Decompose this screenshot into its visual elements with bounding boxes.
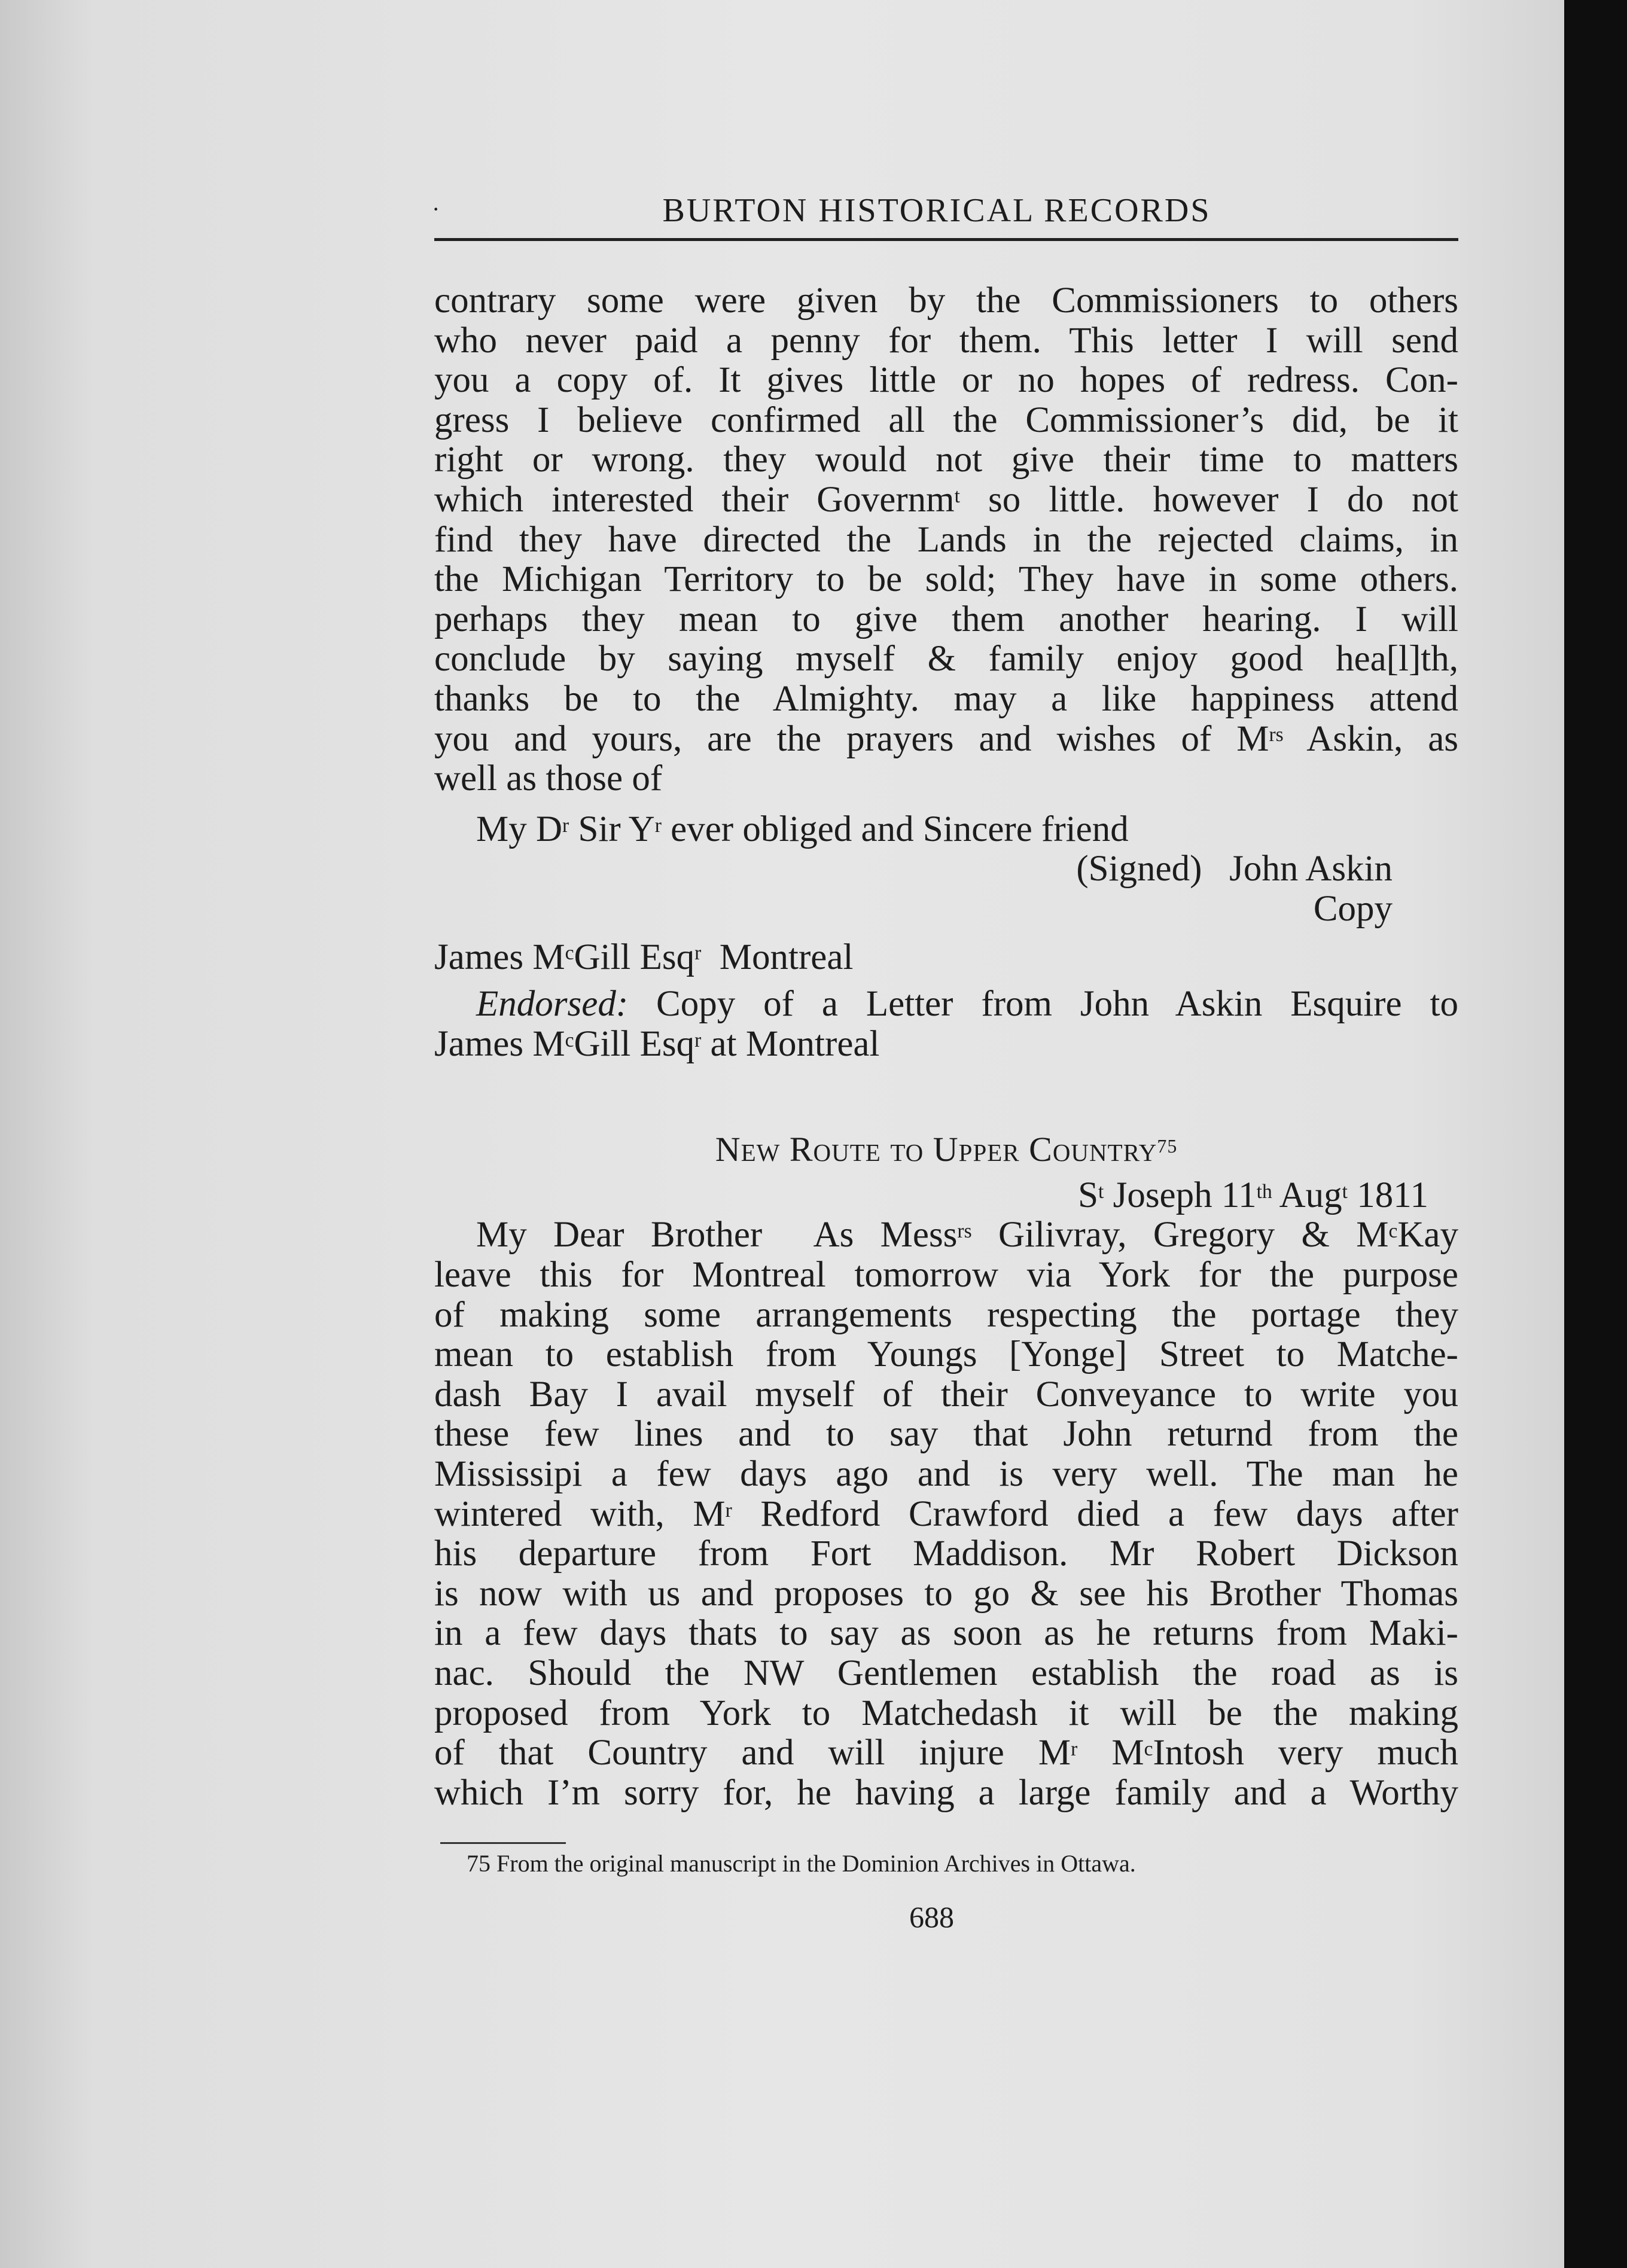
endorsed-label: Endorsed: xyxy=(476,984,629,1025)
superscript: c xyxy=(565,1029,574,1051)
text-line: proposed from York to Matchedash it will be the making xyxy=(434,1693,1458,1733)
text-line: these few lines and to say that John returnd from the xyxy=(434,1414,1458,1455)
endorsement-line xyxy=(434,1025,1458,1065)
text-span: 1811 xyxy=(1348,1175,1428,1215)
text-span: Montreal xyxy=(701,937,854,977)
text-line: is now with us and proposes to go & see his Brother Thomas xyxy=(434,1573,1458,1614)
text-line xyxy=(434,1495,1458,1535)
text-line: right or wrong. they would not give their time to matters xyxy=(434,440,1458,480)
text-line: well as those of xyxy=(434,758,663,799)
superscript: rs xyxy=(957,1220,972,1243)
superscript: r xyxy=(562,814,569,837)
superscript: r xyxy=(654,814,662,837)
addressee-line xyxy=(434,938,1458,978)
text-span: at Montreal xyxy=(701,1023,880,1064)
footnote-rule xyxy=(440,1842,566,1844)
header-title: BURTON HISTORICAL RECORDS xyxy=(662,192,1211,229)
superscript: t xyxy=(1342,1180,1348,1203)
text-span: wintered with, M xyxy=(434,1493,726,1534)
text-span: James M xyxy=(434,937,565,977)
superscript: r xyxy=(694,1029,702,1051)
footnote xyxy=(467,1849,1136,1877)
text-span: Joseph 11 xyxy=(1104,1175,1257,1215)
text-span: Aug xyxy=(1272,1175,1342,1215)
text-span: Sir Y xyxy=(569,809,655,849)
superscript: r xyxy=(694,942,702,965)
copy-note: Copy xyxy=(1313,888,1393,929)
text-span: M xyxy=(1077,1733,1144,1773)
superscript: c xyxy=(1388,1220,1398,1243)
text-span: which interested their Governm xyxy=(434,479,955,520)
text-span: S xyxy=(1078,1175,1098,1215)
text-line: you a copy of. It gives little or no hopes of redress. Con- xyxy=(434,360,1458,401)
text-line: perhaps they mean to give them another hearing. I will xyxy=(434,599,1458,639)
text-line xyxy=(434,720,1458,760)
text-line: gress I believe confirmed all the Commissioner’s did, be it xyxy=(434,400,1458,440)
text-line: thanks be to the Almighty. may a like happiness attend xyxy=(434,678,1458,719)
text-span: Gill Esq xyxy=(574,1023,695,1064)
text-line: of making some arrangements respecting the portage they xyxy=(434,1294,1458,1335)
text-span: Intosh very much xyxy=(1153,1733,1458,1773)
text-line: in a few days thats to say as soon as he returns from Maki- xyxy=(434,1613,1458,1654)
text-line: Mississipi a few days ago and is very well. The man he xyxy=(434,1454,1458,1495)
section-heading xyxy=(434,1130,1458,1170)
superscript: r xyxy=(725,1499,732,1522)
text-line xyxy=(434,480,1458,520)
footnote-text: From the original manuscript in the Dominion Archives in Ottawa. xyxy=(490,1850,1136,1877)
superscript: t xyxy=(1098,1180,1104,1203)
superscript: th xyxy=(1256,1180,1272,1203)
text-line: who never paid a penny for them. This letter I will send xyxy=(434,320,1458,361)
text-line xyxy=(434,1215,1458,1255)
text-line: find they have directed the Lands in the rejected claims, in xyxy=(434,519,1458,560)
text-span: James M xyxy=(434,1023,565,1064)
superscript: c xyxy=(1144,1738,1153,1761)
text-span: so little. however I do not xyxy=(959,479,1458,520)
page-body xyxy=(434,281,1458,1813)
text-span: ever obliged and Sincere friend xyxy=(661,809,1129,849)
superscript: t xyxy=(954,484,960,507)
text-line: mean to establish from Youngs [Yonge] Street to Matche- xyxy=(434,1334,1458,1375)
text-span: Copy of a Letter from John Askin Esquire to xyxy=(628,984,1458,1025)
text-line: conclude by saying myself & family enjoy good hea[l]th, xyxy=(434,639,1458,679)
text-line: contrary some were given by the Commissioners to others xyxy=(434,281,1458,321)
text-line: his departure from Fort Maddison. Mr Robert Dickson xyxy=(434,1534,1458,1574)
text-span: of that Country and will injure M xyxy=(434,1733,1071,1773)
text-span: Kay xyxy=(1397,1215,1458,1255)
footnote-number: 75 xyxy=(467,1850,490,1877)
text-line xyxy=(434,1733,1458,1773)
running-header xyxy=(434,191,1439,230)
text-span: My Dear Brother As Mess xyxy=(476,1215,958,1255)
text-line: which I’m sorry for, he having a large family and a Worthy xyxy=(434,1772,1458,1813)
superscript: c xyxy=(565,942,574,965)
endorsement-line xyxy=(434,984,1458,1025)
text-span: Gill Esq xyxy=(574,937,695,977)
letter-date xyxy=(434,1176,1458,1216)
text-line: leave this for Montreal tomorrow via York for the purpose xyxy=(434,1255,1458,1295)
footnote-ref: 75 xyxy=(1157,1135,1178,1157)
text-line: dash Bay I avail myself of their Conveyance to write you xyxy=(434,1374,1458,1415)
header-dot: · xyxy=(432,196,442,222)
section-title: New Route to Upper Country xyxy=(715,1130,1157,1169)
text-span: Redford Crawford died a few days after xyxy=(732,1493,1458,1534)
closing-line xyxy=(434,810,1458,850)
superscript: rs xyxy=(1269,724,1284,746)
text-line: the Michigan Territory to be sold; They have in some others. xyxy=(434,559,1458,600)
superscript: r xyxy=(1071,1738,1078,1761)
page-number: 688 xyxy=(909,1900,954,1934)
text-span: Gilivray, Gregory & M xyxy=(971,1215,1389,1255)
signature-line: (Signed) John Askin xyxy=(1076,849,1393,889)
text-span: you and yours, are the prayers and wishes of M xyxy=(434,718,1269,759)
header-rule xyxy=(434,238,1458,241)
text-span: My D xyxy=(476,809,563,849)
text-line: nac. Should the NW Gentlemen establish the road as is xyxy=(434,1653,1458,1693)
text-span: Askin, as xyxy=(1283,718,1459,759)
